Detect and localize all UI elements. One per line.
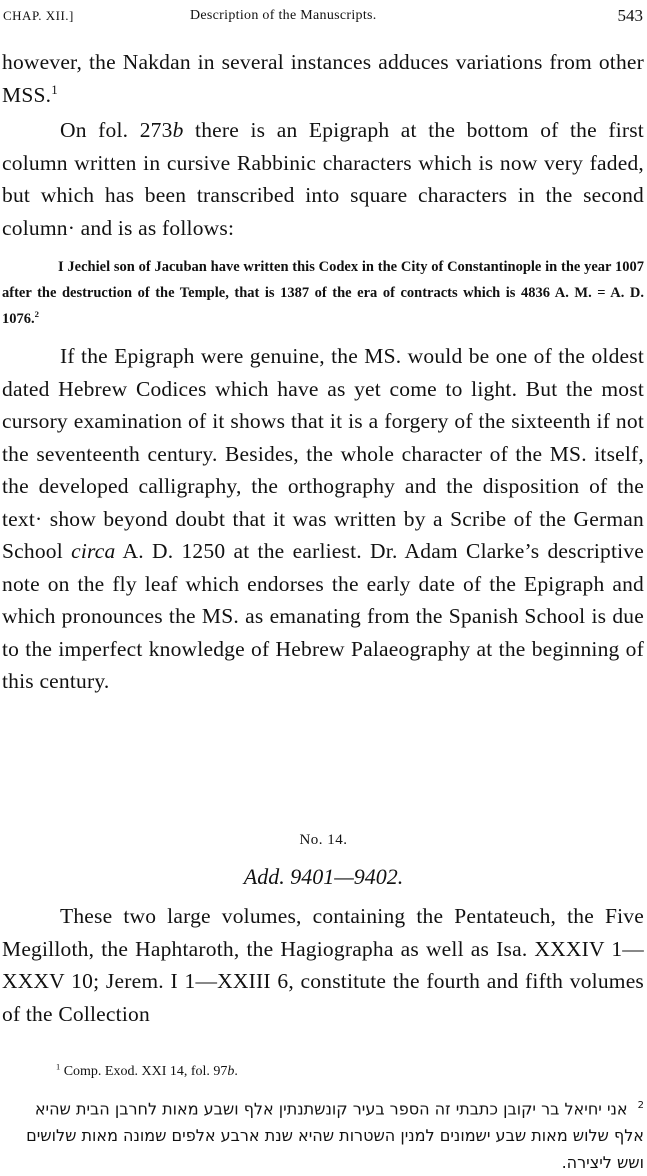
page-number: 543 bbox=[617, 6, 643, 25]
footnote-italic: b bbox=[227, 1064, 235, 1079]
paragraph-italic: b bbox=[172, 118, 184, 142]
epigraph-quote bbox=[2, 254, 644, 332]
paragraph-entry: These two large volumes, containing the Pentateuch, the Five Megilloth, the Haphtaroth, the Hagiographa as well as Isa. XXXIV 1—XXXV 10; Jerem. I 1—XXIII 6, constitute the fourth and fifth volumes of the Collection bbox=[2, 904, 644, 1026]
paragraph-epigraph-intro bbox=[2, 114, 644, 244]
entry-heading: Add. 9401—9402. bbox=[243, 864, 404, 889]
paragraph-text: On fol. 273 bbox=[60, 118, 173, 142]
entry-number: No. 14. bbox=[299, 832, 348, 848]
paragraph-italic: circa bbox=[71, 539, 116, 563]
paragraph-forgery bbox=[2, 340, 644, 698]
footnote-marker: 1 bbox=[56, 1062, 61, 1072]
paragraph-text-cont: A. D. 1250 at the earliest. Dr. Adam Clarke’s descriptive note on the fly leaf which endorses the early date of the Epigraph and which pronounces the MS. as emanating from the Spanish School is due to the imperfect knowledge of Hebrew Palaeography at the beginning of this century. bbox=[2, 539, 644, 693]
footnote-2-hebrew bbox=[2, 1092, 644, 1176]
paragraph-text: however, the Nakdan in several instances adduces variations from other MSS. bbox=[2, 50, 644, 107]
footnote-ref-1: 1 bbox=[51, 82, 58, 97]
footnote-1 bbox=[2, 1064, 644, 1080]
chapter-label: CHAP. XII.] bbox=[3, 8, 74, 23]
footnote-marker: 2 bbox=[637, 1100, 644, 1111]
footnote-end: . bbox=[234, 1064, 238, 1079]
running-title: Description of the Manuscripts. bbox=[190, 8, 377, 23]
footnote-ref-2: 2 bbox=[34, 309, 39, 320]
paragraph-continuation bbox=[2, 46, 644, 111]
footnote-text: אני יחיאל בר יקובן כתבתי זה הספר בעיר קונשתנתין אלף ושבע מאות לחרבן הבית שהיא אלף שלוש מאות שבע ישמונים למנין השטרות שהיא שנת ארבע אלפים שמונה מאות שלושים ושש ליצירה. bbox=[26, 1099, 644, 1173]
epigraph-text: I Jechiel son of Jacuban have written this Codex in the City of Constantinople in the year 1007 after the destruction of the Temple, that is 1387 of the era of contracts which is 4836 A. M. = A. D. 1076. bbox=[2, 259, 644, 327]
running-head bbox=[0, 6, 647, 30]
paragraph-text-cont: there is an Epigraph at the bottom of the first column written in cursive Rabbinic characters which is now very faded, but which has been transcribed into square characters in the second column· and is as follows: bbox=[2, 118, 644, 240]
paragraph-text: If the Epigraph were genuine, the MS. would be one of the oldest dated Hebrew Codices which have as yet come to light. But the most cursory examination of it shows that it is a forgery of the sixteenth if not the seventeenth century. Besides, the whole character of the MS. itself, the developed calligraphy, the orthography and the disposition of the text· show beyond doubt that it was written by a Scribe of the German School bbox=[2, 344, 644, 563]
footnote-text: Comp. Exod. XXI 14, fol. 97 bbox=[63, 1064, 228, 1079]
